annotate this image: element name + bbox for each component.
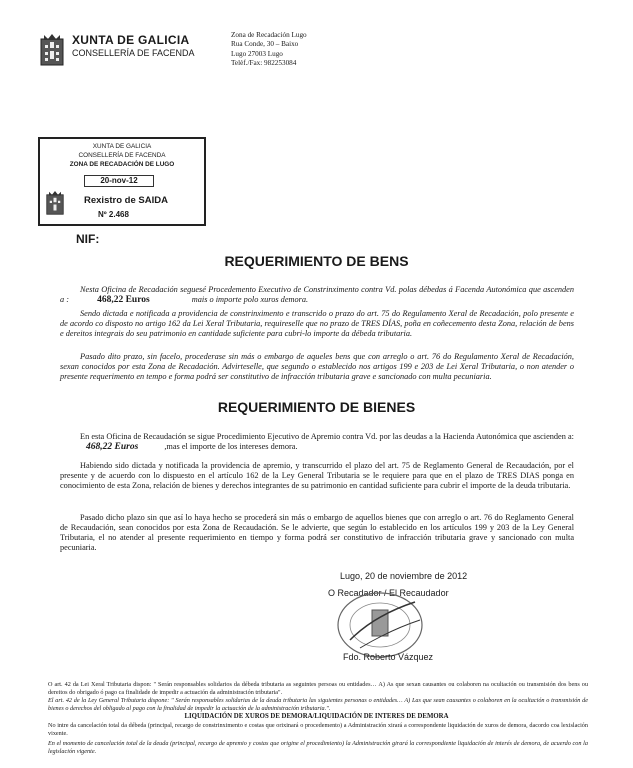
address-line: Telèf./Fax: 982253084: [231, 58, 297, 67]
spanish-amount: 468,22 Euros: [86, 442, 139, 452]
address-line: Lugo 27003 Lugo: [231, 49, 283, 58]
stamp-date: 20-nov-12: [84, 175, 154, 187]
place-date: Lugo, 20 de noviembre de 2012: [340, 571, 468, 581]
stamp-line: CONSELLERÍA DE FACENDA: [78, 152, 166, 159]
liquidation-title: LIQUIDACIÓN DE XUROS DE DEMORA/LIQUIDACIÓN DE INTERES DE DEMORA: [184, 713, 449, 720]
spanish-p1-end: ,mas el importe de los intereses demora.: [164, 442, 298, 451]
galician-liquidation: No intre da cancelación total da débeda (principal, recargo de constrinximento e costas que orixinará o procedemento) a Administración xirará a correspondente liquidación de xuros de demora, dacordo coa lexislación vixente.: [48, 722, 588, 737]
official-seal: [320, 590, 440, 660]
org-name: XUNTA DE GALICIA: [72, 33, 190, 47]
address-line: Rua Conde, 30 – Baixo: [231, 40, 299, 49]
coat-of-arms-icon: [40, 33, 64, 67]
signed-by: Fdo. Roberto Vázquez: [343, 652, 434, 662]
galician-p2: Sendo dictada e notificada a providencia de constrinximento e transcrido o prazo do art. 75 do Regulamento Xeral de Recadación, polo presente e de acordo co disposto no artigo 162 da Lei Xeral Tributaria, requireselle que no prazo de TRES DÍAS, poña en coñecemento desta Zona, relación de bens e dereitos integrais do seu patrimonio en cantidade suficiente para cubri-lo importe da débeda tributaria.: [60, 309, 574, 338]
stamp-number: Nº 2.468: [98, 210, 129, 219]
stamp-register: Rexistro de SAIDA: [84, 195, 168, 206]
stamp-line: XUNTA DE GALICIA: [92, 143, 152, 150]
galician-title: REQUERIMIENTO DE BENS: [224, 253, 409, 269]
stamp-line: ZONA DE RECADACIÓN DE LUGO: [69, 161, 175, 168]
nif-label: NIF:: [76, 232, 100, 246]
galician-p1-end: mais o importe polo xuros demora.: [191, 295, 309, 304]
galician-p1: [60, 285, 574, 305]
spanish-p3: Pasado dicho plazo sin que así lo haya hecho se procederá sin más o embargo de aquellos bienes que con arreglo o art. 76 do Reglamento General de Recaudación, sean conocidos por esta Zona de Recaudación. Se le advierte, que según lo establecido en los artículos 199 y 203 de la Ley General Tributaria, el no atender al presente requerimiento en tiempo y forma podrá ser constitutivo de infracción tributaria grave y sancionado con multa pecuniaria.: [60, 513, 574, 552]
spanish-p1: [60, 432, 574, 452]
signer-role: O Recadador / El Recaudador: [328, 588, 449, 598]
office-address: [231, 31, 307, 68]
registry-stamp: [38, 137, 206, 226]
galician-p1-start: Nesta Oficina de Recadación seguesé Procedemento Executivo de Constrinximento contra Vd. polas débedas á Facenda Autonómica que ascenden a :: [60, 285, 574, 304]
galician-amount: 468,22 Euros: [97, 295, 150, 305]
spanish-legal-note: El art. 42 de la Ley General Tributaria dispone: " Serán responsables solidarias de la deuda tributaria las siguientes personas o entidades… A) Las que sean causantes o colaboren en la ocultación o transmisión de bienes o derechos del obligado al pago con la finalidad de impedir la actuación de la administración tributaria.".: [48, 697, 588, 712]
address-line: Zona de Recadación Lugo: [231, 31, 307, 39]
coat-of-arms-icon: [46, 189, 64, 217]
galician-legal-note: O art. 42 da Lei Xeral Tributaria dispon: " Serán responsables solidarios da débeda tributaria as seguintes persoas ou entidades… A) As que sexan causantes ou colaboren na ocultación ou transmisión dos bens ou dereitos do obrigado ó pago ca finalidade de impedir a actuación da administración tributaria".: [48, 681, 588, 696]
spanish-liquidation: En el momento de cancelación total de la deuda (principal, recargo de apremio y costas que origine el procedimiento) la Administración girará la correspondiente liquidación de interés de demora, de acuerdo con la legislación vigente.: [48, 740, 588, 755]
spanish-p2: Habiendo sido dictada y notificada la providencia de apremio, y transcurrido el plazo del art. 75 de Reglamento General de Recaudación, por el presente y de acuerdo con lo dispuesto en el artículo 162 de la Ley General Tributaria se le requiere para que en el plazo de TRES DIAS ponga en conocimiento de esta Zona, relación de bienes y derechos integrantes de su patrimonio en cantidad suficiente para cubrir el importe de la deuda tributaria.: [60, 461, 574, 490]
org-dept: CONSELLERÍA DE FACENDA: [72, 48, 195, 58]
galician-p3: Pasado dito prazo, sin facelo, procederase sin más o embargo de aqueles bens que con arreglo o art. 76 do Regulamento Xeral de Recadación, sexan conocidos por esta Zona de Recadación. Advirteselle, que segundo o establecido nos artigos 199 e 203 de Lei Xeral Tributaria, o non atender o presente requerimento en tempo e forma podrá ser constitutivo de infracción tributaria grave e sancionado con multa pecuniaria.: [60, 352, 574, 381]
spanish-p1-start: En esta Oficina de Recaudación se sigue Procedimiento Ejecutivo de Apremio contra Vd. por las deudas a la Hacienda Autonómica que ascienden a:: [80, 432, 574, 441]
spanish-title: REQUERIMIENTO DE BIENES: [217, 399, 416, 415]
